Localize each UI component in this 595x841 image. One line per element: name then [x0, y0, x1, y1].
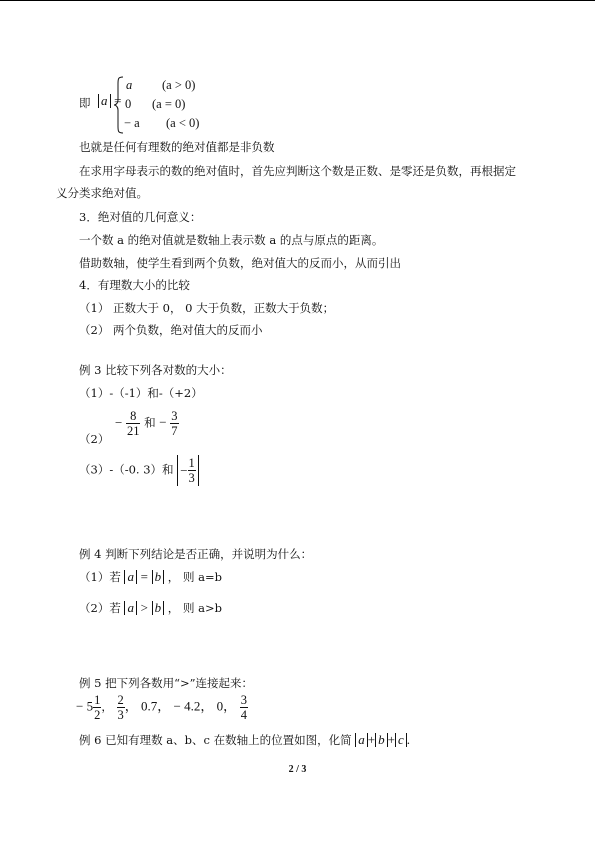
paragraph-distance: 一个数 a 的绝对值就是数轴上表示数 a 的点与原点的距离。 — [79, 233, 384, 247]
example-6-plus-1: + — [367, 732, 376, 747]
case-3-value: − a — [124, 116, 140, 130]
example-4-q1 — [79, 570, 222, 584]
number-1-denominator: 2 — [94, 708, 101, 722]
example-4-q1-label: （1）若 — [79, 570, 121, 584]
example-4-q1-then: ， 则 a=b — [167, 570, 222, 584]
paragraph-letter-abs-line2: 义分类求绝对值。 — [56, 186, 148, 200]
formula-prefix: 即 — [79, 96, 91, 110]
example-4-title: 例 4 判断下列结论是否正确，并说明为什么： — [79, 547, 313, 561]
example-6 — [79, 733, 410, 747]
example-3-q2-and: 和 — [144, 415, 156, 430]
example-4-q2-then: ， 则 a>b — [167, 601, 222, 615]
number-3-fraction — [240, 693, 248, 722]
paragraph-letter-abs-line1: 在求用字母表示的数的绝对值时，首先应判断这个数是正数、是零还是负数，再根据定 — [79, 164, 516, 178]
example-4-q2-op: > — [140, 600, 148, 615]
example-4-q1-op: = — [140, 569, 148, 584]
heading-comparison: 4．有理数大小的比较 — [79, 278, 190, 292]
example-3-q2-fraction1 — [126, 409, 141, 438]
example-6-text: 例 6 已知有理数 a、b、c 在数轴上的位置如图，化简 — [79, 733, 352, 747]
example-3-q3-abs — [177, 455, 199, 486]
example-3-title: 例 3 比较下列各对数的大小： — [79, 363, 232, 377]
rule-2: （2） 两个负数，绝对值大的反而小 — [79, 323, 263, 337]
example-6-abs-b: b — [375, 733, 388, 747]
example-6-abs-a: a — [355, 733, 368, 747]
separator-1: ， — [101, 699, 113, 714]
number-1-whole: − 5 — [76, 698, 94, 714]
example-4-q2 — [79, 601, 222, 615]
example-4-q1-abs-a: a — [124, 570, 137, 584]
example-6-abs-c: c — [395, 733, 407, 747]
heading-geometric-meaning: 3．绝对值的几何意义： — [79, 210, 202, 224]
page-top-border — [0, 0, 595, 1]
fraction1-denominator: 21 — [126, 424, 140, 438]
example-4-q2-label: （2）若 — [79, 601, 121, 615]
example-3-q3 — [79, 455, 199, 486]
fraction2-denominator: 7 — [171, 424, 178, 438]
example-3-q3-fraction — [188, 456, 196, 485]
number-3-numerator: 3 — [240, 693, 247, 707]
rule-1: （1） 正数大于 0， 0 大于负数，正数大于负数； — [79, 301, 335, 315]
fraction3-numerator: 1 — [188, 456, 195, 470]
example-6-plus-2: + — [387, 732, 395, 747]
fraction3-denominator: 3 — [188, 471, 195, 485]
case-2-value: 0 — [125, 97, 132, 111]
example-3-q2-sign2: − — [159, 414, 167, 430]
number-2-denominator: 3 — [117, 708, 124, 722]
fraction2-numerator: 3 — [171, 409, 178, 423]
example-3-q3-label: （3）-（-0. 3）和 — [79, 462, 174, 477]
example-3-q1: （1）-（-1）和-（+2） — [79, 386, 203, 400]
number-3-denominator: 4 — [240, 708, 247, 722]
number-2-fraction — [117, 693, 125, 722]
case-2-condition: (a = 0) — [152, 97, 186, 111]
example-4-q1-abs-b: b — [152, 570, 165, 584]
numbers-middle: ， 0.7， − 4.2， 0， — [124, 698, 237, 714]
case-3-condition: (a < 0) — [166, 116, 200, 130]
formula-lhs-abs: a — [98, 94, 111, 108]
example-3-q2 — [79, 409, 179, 446]
example-4-q2-abs-b: b — [152, 601, 165, 615]
example-3-q2-fraction2 — [170, 409, 178, 438]
page-number: 2 / 3 — [288, 764, 307, 775]
example-6-end: . — [406, 732, 410, 747]
number-1-numerator: 1 — [94, 693, 101, 707]
example-3-q3-sign: − — [180, 462, 188, 478]
example-3-q2-label: （2） — [79, 431, 110, 446]
case-1-condition: (a > 0) — [162, 78, 196, 92]
number-2-numerator: 2 — [117, 693, 124, 707]
example-5-title: 例 5 把下列各数用“>”连接起来： — [79, 676, 254, 690]
paragraph-number-line: 借助数轴，使学生看到两个负数，绝对值大的反而小，从而引出 — [79, 256, 401, 270]
fraction1-numerator: 8 — [130, 409, 137, 423]
example-4-q2-abs-a: a — [124, 601, 137, 615]
case-1-value: a — [126, 78, 133, 92]
example-3-q2-sign1: − — [114, 414, 123, 430]
formula-equals: = — [114, 93, 122, 108]
example-5-numbers — [76, 693, 248, 722]
paragraph-nonnegative: 也就是任何有理数的绝对值都是非负数 — [79, 140, 275, 154]
